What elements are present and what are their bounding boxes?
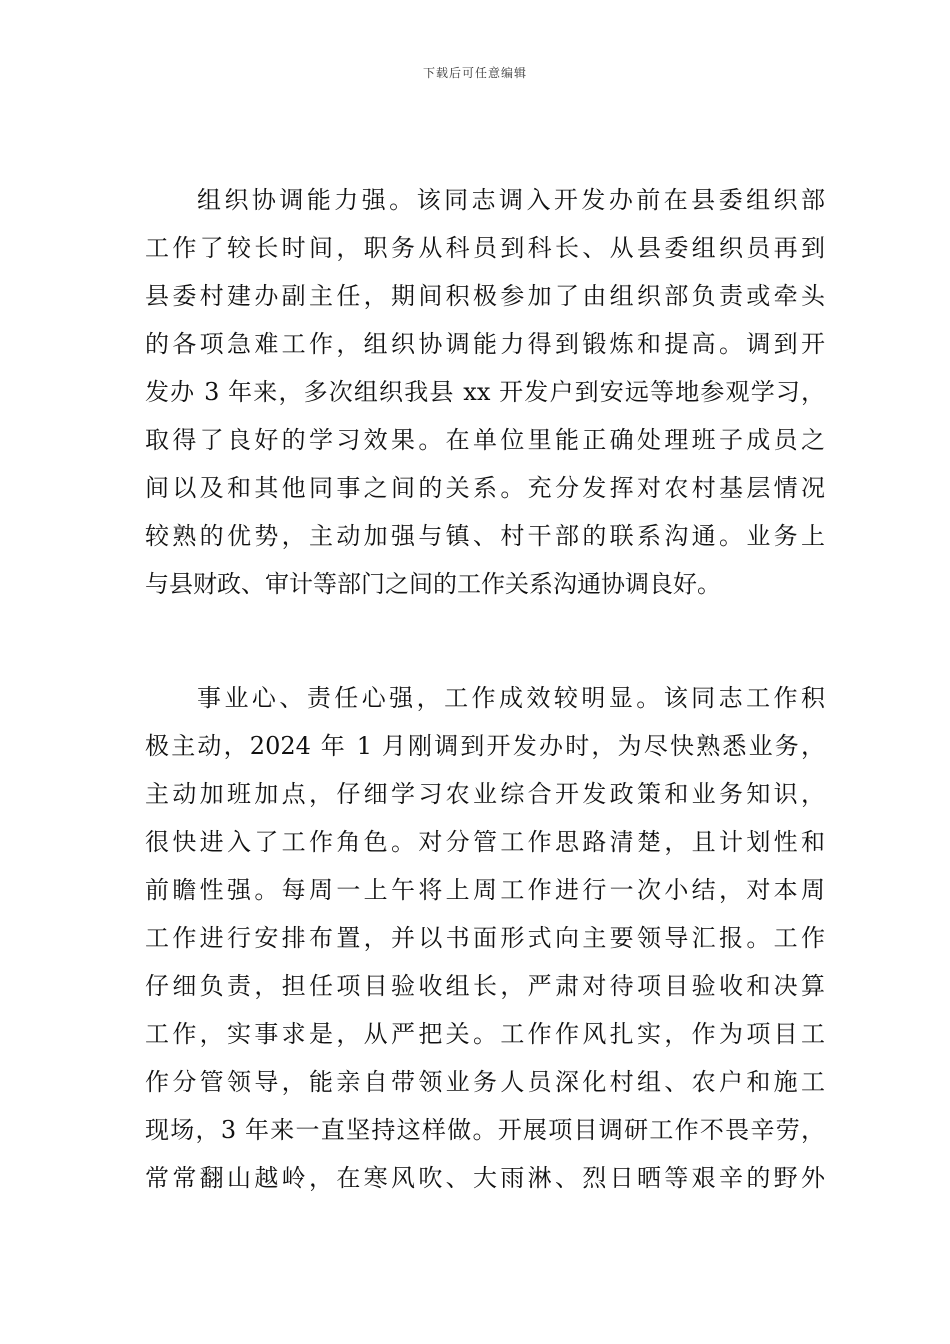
- paragraph-line: 取得了良好的学习效果。在单位里能正确处理班子成员之: [145, 426, 825, 454]
- paragraph-line: 间以及和其他同事之间的关系。充分发挥对农村基层情况: [145, 474, 825, 502]
- paragraph-line: 工作进行安排布置，并以书面形式向主要领导汇报。工作: [145, 924, 825, 952]
- paragraph-line: 工作了较长时间，职务从科员到科长、从县委组织员再到: [145, 234, 825, 262]
- paragraph-dedication-results: [145, 674, 825, 1202]
- paragraph-line: 较熟的优势，主动加强与镇、村干部的联系沟通。业务上: [145, 522, 825, 550]
- paragraph-line: 与县财政、审计等部门之间的工作关系沟通协调良好。: [145, 570, 721, 598]
- paragraph-line: 事业心、责任心强，工作成效较明显。该同志工作积: [197, 684, 825, 712]
- paragraph-line: 极主动，2024 年 1 月刚调到开发办时，为尽快熟悉业务，: [145, 732, 825, 760]
- paragraph-line: 常常翻山越岭，在寒风吹、大雨淋、烈日晒等艰辛的野外: [145, 1164, 825, 1192]
- paragraph-line: 很快进入了工作角色。对分管工作思路清楚，且计划性和: [145, 828, 825, 856]
- paragraph-line: 作分管领导，能亲自带领业务人员深化村组、农户和施工: [145, 1068, 825, 1096]
- paragraph-line: 县委村建办副主任，期间积极参加了由组织部负责或牵头: [145, 282, 825, 310]
- paragraph-line: 仔细负责，担任项目验收组长，严肃对待项目验收和决算: [145, 972, 825, 1000]
- paragraph-line: 的各项急难工作，组织协调能力得到锻炼和提高。调到开: [145, 330, 825, 358]
- paragraph-line: 发办 3 年来，多次组织我县 xx 开发户到安远等地参观学习，: [145, 378, 825, 406]
- paragraph-line: 工作，实事求是，从严把关。工作作风扎实，作为项目工: [145, 1020, 825, 1048]
- page-header: 下载后可任意编辑: [422, 66, 527, 80]
- paragraph-line: 现场，3 年来一直坚持这样做。开展项目调研工作不畏辛劳，: [145, 1116, 825, 1144]
- paragraph-organization-coordination: [145, 176, 825, 608]
- paragraph-line: 主动加班加点，仔细学习农业综合开发政策和业务知识，: [145, 780, 825, 808]
- paragraph-line: 前瞻性强。每周一上午将上周工作进行一次小结，对本周: [145, 876, 825, 904]
- paragraph-line: 组织协调能力强。该同志调入开发办前在县委组织部: [197, 186, 825, 214]
